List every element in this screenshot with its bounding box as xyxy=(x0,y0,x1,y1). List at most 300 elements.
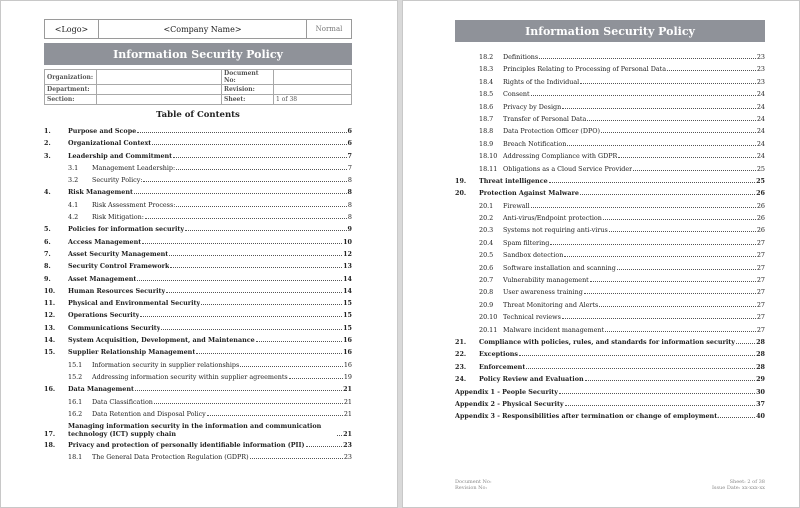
toc-entry-title: Appendix 2 - Physical Security xyxy=(455,399,564,408)
toc-entry[interactable] xyxy=(455,264,765,272)
toc-entry-page: 26 xyxy=(756,201,765,210)
toc-entry-number: 17. xyxy=(44,430,56,439)
toc-entry-number: 20.8 xyxy=(479,288,494,297)
toc-entry-page: 27 xyxy=(756,313,765,322)
toc-entry[interactable] xyxy=(455,313,765,321)
toc-entry-page: 23 xyxy=(343,441,352,450)
toc-entry-number: 12. xyxy=(44,311,56,320)
toc-entry-page: 27 xyxy=(756,276,765,285)
toc-entry[interactable] xyxy=(44,410,352,418)
toc-entry-title: Information security in supplier relationships xyxy=(92,360,240,369)
toc-leader-dots xyxy=(605,331,756,332)
toc-entry[interactable] xyxy=(455,90,765,98)
section-label: Section: xyxy=(45,95,97,105)
toc-heading: Table of Contents xyxy=(156,110,240,120)
toc-entry[interactable] xyxy=(455,251,765,259)
toc-entry-page: 21 xyxy=(343,397,352,406)
toc-entry-title: Technical reviews xyxy=(503,313,561,322)
toc-entry[interactable] xyxy=(455,363,765,371)
toc-leader-dots xyxy=(134,193,347,194)
toc-leader-dots xyxy=(633,170,756,171)
toc-entry[interactable] xyxy=(455,301,765,309)
toc-entry-page: 26 xyxy=(756,189,765,198)
toc-leader-dots xyxy=(565,405,755,406)
toc-entry-number: 20.5 xyxy=(479,251,494,260)
toc-entry[interactable] xyxy=(455,189,765,197)
toc-entry-page: 8 xyxy=(347,188,352,197)
toc-entry-number: 20.1 xyxy=(479,201,494,210)
toc-entry-number: 7. xyxy=(44,249,51,258)
document-page-1 xyxy=(0,0,398,508)
toc-entry-number: 13. xyxy=(44,323,56,332)
toc-leader-dots xyxy=(207,415,343,416)
toc-entry-title: Asset Security Management xyxy=(68,249,169,258)
toc-leader-dots xyxy=(584,293,756,294)
toc-entry[interactable] xyxy=(44,238,352,246)
toc-leader-dots xyxy=(580,194,755,195)
toc-entry-title: Operations Security xyxy=(68,311,140,320)
toc-entry-title: Appendix 1 - People Security xyxy=(455,387,558,396)
toc-entry[interactable] xyxy=(44,336,352,344)
toc-leader-dots xyxy=(289,378,343,379)
revision-label: Revision: xyxy=(222,85,274,95)
toc-leader-dots xyxy=(143,181,346,182)
toc-entry-title: Security Policy: xyxy=(92,176,143,185)
toc-entry-title: Breach Notification xyxy=(503,139,567,148)
document-no-value xyxy=(274,70,352,85)
toc-leader-dots xyxy=(250,458,343,459)
toc-entry-title: Addressing information security within supplier agreements xyxy=(92,372,288,381)
toc-entry-number: 19. xyxy=(455,176,467,185)
toc-leader-dots xyxy=(580,83,756,84)
toc-entry[interactable] xyxy=(44,299,352,307)
toc-leader-dots xyxy=(590,281,756,282)
toc-entry-number: 20.7 xyxy=(479,276,494,285)
toc-entry-title: Data Classification xyxy=(92,397,153,406)
toc-entry[interactable] xyxy=(44,250,352,258)
toc-entry-title: Risk Management xyxy=(68,188,133,197)
toc-entry-number: 15.1 xyxy=(68,360,83,369)
toc-entry-title: Risk Mitigation: xyxy=(92,213,144,222)
document-meta-table xyxy=(44,69,352,105)
toc-entry-number: 18.5 xyxy=(479,90,494,99)
toc-entry-page: 7 xyxy=(347,163,352,172)
toc-entry[interactable] xyxy=(455,78,765,86)
toc-leader-dots xyxy=(169,255,342,256)
toc-entry-number: 20.6 xyxy=(479,263,494,272)
toc-entry-page: 21 xyxy=(343,385,352,394)
toc-entry-page: 21 xyxy=(343,409,352,418)
toc-list-left xyxy=(44,127,352,466)
toc-entry-number: 22. xyxy=(455,350,467,359)
toc-entry-page: 8 xyxy=(347,213,352,222)
toc-entry[interactable] xyxy=(455,350,765,358)
toc-entry-page: 14 xyxy=(343,286,352,295)
toc-entry[interactable] xyxy=(455,276,765,284)
toc-entry-number: 4. xyxy=(44,188,51,197)
toc-entry-title: Privacy by Design xyxy=(503,102,562,111)
toc-entry-number: 15.2 xyxy=(68,372,83,381)
toc-entry-page: 27 xyxy=(756,325,765,334)
toc-entry-page: 27 xyxy=(756,288,765,297)
footer-issue-date: Issue Date: xx-xxx-xx xyxy=(711,485,765,491)
toc-leader-dots xyxy=(161,329,342,330)
toc-entry-page: 26 xyxy=(756,214,765,223)
toc-entry-title: Risk Assessment Process: xyxy=(92,200,176,209)
toc-entry[interactable] xyxy=(44,164,352,172)
toc-entry-title: Threat Monitoring and Alerts xyxy=(503,300,599,309)
toc-entry[interactable] xyxy=(44,275,352,283)
toc-leader-dots xyxy=(166,292,342,293)
toc-entry[interactable] xyxy=(44,176,352,184)
toc-entry-title: Data Management xyxy=(68,385,134,394)
footer-doc-no: Document No: xyxy=(455,479,492,485)
toc-entry-title: Physical and Environmental Security xyxy=(68,299,201,308)
toc-entry-number: 21. xyxy=(455,337,467,346)
toc-entry-number: 18.7 xyxy=(479,114,494,123)
toc-entry-number: 18.2 xyxy=(479,53,494,61)
toc-entry-number: 15. xyxy=(44,348,56,357)
toc-entry-number: 3.2 xyxy=(68,176,79,185)
toc-entry-page: 16 xyxy=(343,348,352,357)
toc-entry-title: Systems not requiring anti-virus xyxy=(503,226,608,235)
toc-leader-dots xyxy=(240,366,343,367)
toc-entry-title: Enforcement xyxy=(479,362,526,371)
logo-placeholder: <Logo> xyxy=(45,20,99,38)
department-value xyxy=(97,85,222,95)
toc-entry[interactable] xyxy=(455,177,765,185)
toc-entry-page: 16 xyxy=(343,336,352,345)
toc-entry-title: Leadership and Commitment xyxy=(68,151,173,160)
toc-entry-number: 18.11 xyxy=(479,164,498,173)
toc-entry[interactable] xyxy=(455,115,765,123)
toc-entry[interactable] xyxy=(455,165,765,173)
footer-revision-no: Revision No: xyxy=(455,485,488,491)
toc-entry-page: 15 xyxy=(343,323,352,332)
toc-leader-dots xyxy=(137,280,342,281)
toc-entry[interactable] xyxy=(44,422,352,438)
toc-leader-dots xyxy=(176,206,347,207)
toc-entry[interactable] xyxy=(44,453,352,461)
toc-entry-title: Supplier Relationship Management xyxy=(68,348,196,357)
toc-entry-page: 37 xyxy=(756,399,765,408)
toc-entry-page: 13 xyxy=(343,262,352,271)
toc-entry-page: 21 xyxy=(343,430,352,439)
toc-entry-page: 27 xyxy=(756,251,765,260)
toc-entry-title: Compliance with policies, rules, and standards for information security xyxy=(479,337,735,346)
toc-entry-title: Security Control Framework xyxy=(68,262,170,271)
department-label: Department: xyxy=(45,85,97,95)
toc-entry-title: Appendix 3 - Responsibilities after termination or change of employment. xyxy=(455,412,720,421)
toc-entry-number: 20.3 xyxy=(479,226,494,235)
toc-entry[interactable] xyxy=(455,202,765,210)
toc-leader-dots xyxy=(599,306,756,307)
revision-value xyxy=(274,85,352,95)
toc-entry-number: 8. xyxy=(44,262,51,271)
toc-entry-page: 23 xyxy=(756,53,765,61)
toc-entry-page: 16 xyxy=(343,360,352,369)
toc-entry-page: 15 xyxy=(343,299,352,308)
toc-entry[interactable] xyxy=(44,139,352,147)
toc-entry-number: 18. xyxy=(44,441,56,450)
toc-entry-number: 3.1 xyxy=(68,163,79,172)
toc-leader-dots xyxy=(618,157,756,158)
toc-leader-dots xyxy=(519,355,755,356)
toc-leader-dots xyxy=(567,145,756,146)
toc-entry-page: 24 xyxy=(756,152,765,161)
toc-entry-page: 28 xyxy=(756,350,765,359)
toc-leader-dots xyxy=(617,269,756,270)
toc-leader-dots xyxy=(587,120,756,121)
toc-entry-number: 18.10 xyxy=(479,152,498,161)
toc-entry-title: Addressing Compliance with GDPR xyxy=(503,152,618,161)
toc-leader-dots xyxy=(142,243,342,244)
toc-entry-title: Data Protection Officer (DPO) xyxy=(503,127,601,136)
toc-leader-dots xyxy=(337,435,342,436)
toc-entry[interactable] xyxy=(44,324,352,332)
organization-label: Organization: xyxy=(45,70,97,85)
toc-entry[interactable] xyxy=(44,225,352,233)
toc-entry[interactable] xyxy=(455,338,765,346)
toc-entry[interactable] xyxy=(44,127,352,135)
toc-entry-number: 20.10 xyxy=(479,313,498,322)
toc-entry-title: System Acquisition, Development, and Maintenance xyxy=(68,336,255,345)
toc-leader-dots xyxy=(152,144,346,145)
toc-entry-number: 18.1 xyxy=(68,453,83,462)
toc-entry-number: 18.9 xyxy=(479,139,494,148)
toc-leader-dots xyxy=(585,380,755,381)
toc-entry[interactable] xyxy=(455,103,765,111)
toc-leader-dots xyxy=(173,157,346,158)
toc-leader-dots xyxy=(196,353,342,354)
toc-entry-title: User awareness training xyxy=(503,288,583,297)
toc-entry[interactable] xyxy=(455,412,765,420)
toc-entry-page: 26 xyxy=(756,226,765,235)
toc-entry-title: Transfer of Personal Data xyxy=(503,114,587,123)
toc-leader-dots xyxy=(526,368,755,369)
toc-entry-page: 24 xyxy=(756,90,765,99)
toc-entry-number: 14. xyxy=(44,336,56,345)
document-no-label: Document No: xyxy=(222,70,274,85)
toc-entry-number: 20. xyxy=(455,189,467,198)
toc-leader-dots xyxy=(154,403,343,404)
toc-leader-dots xyxy=(306,446,343,447)
toc-entry-page: 27 xyxy=(756,238,765,247)
toc-entry-page: 40 xyxy=(756,412,765,421)
toc-leader-dots xyxy=(559,393,755,394)
toc-entry-title: Management Leadership: xyxy=(92,163,176,172)
toc-leader-dots xyxy=(564,256,756,257)
toc-entry-title: Policy Review and Evaluation xyxy=(479,375,584,384)
toc-entry[interactable] xyxy=(455,226,765,234)
toc-entry[interactable] xyxy=(455,400,765,408)
toc-entry[interactable] xyxy=(455,388,765,396)
toc-entry-title: Managing information security in the information and communication technology (ICT) supply chain xyxy=(68,422,322,439)
toc-entry-number: 16.2 xyxy=(68,409,83,418)
toc-entry-page: 12 xyxy=(343,249,352,258)
toc-entry[interactable] xyxy=(44,287,352,295)
toc-leader-dots xyxy=(562,108,756,109)
toc-entry-number: 9. xyxy=(44,274,51,283)
toc-leader-dots xyxy=(550,244,756,245)
classification-label: Normal xyxy=(315,25,343,33)
toc-entry[interactable] xyxy=(44,385,352,393)
toc-entry-title: Sandbox detection xyxy=(503,251,564,260)
toc-entry-number: 18.6 xyxy=(479,102,494,111)
toc-entry-number: 11. xyxy=(44,299,56,308)
toc-entry-page: 19 xyxy=(343,372,352,381)
toc-entry-number: 20.9 xyxy=(479,300,494,309)
organization-value xyxy=(97,70,222,85)
toc-entry[interactable] xyxy=(44,311,352,319)
toc-entry-page: 28 xyxy=(756,362,765,371)
toc-entry-page: 6 xyxy=(347,127,352,135)
toc-entry-page: 25 xyxy=(756,176,765,185)
toc-entry-title: Anti-virus/Endpoint protection xyxy=(503,214,602,223)
toc-entry-number: 20.4 xyxy=(479,238,494,247)
toc-entry-number: 18.8 xyxy=(479,127,494,136)
toc-leader-dots xyxy=(140,316,342,317)
toc-leader-dots xyxy=(185,230,346,231)
company-name: <Company Name> xyxy=(99,20,307,38)
footer-sheet: Sheet: 2 of 38 xyxy=(729,479,765,485)
toc-entry-number: 4.2 xyxy=(68,213,79,222)
toc-entry-page: 28 xyxy=(756,337,765,346)
toc-entry-page: 6 xyxy=(347,139,352,148)
toc-entry-number: 16. xyxy=(44,385,56,394)
section-value xyxy=(97,95,222,105)
toc-leader-dots xyxy=(601,132,756,133)
toc-entry-number: 16.1 xyxy=(68,397,83,406)
toc-leader-dots xyxy=(667,70,756,71)
toc-leader-dots xyxy=(176,169,347,170)
document-title-page2: Information Security Policy xyxy=(455,20,765,42)
toc-entry[interactable] xyxy=(455,214,765,222)
toc-entry-page: 23 xyxy=(343,453,352,462)
toc-entry-title: Asset Management xyxy=(68,274,137,283)
toc-entry[interactable] xyxy=(44,213,352,221)
toc-leader-dots xyxy=(562,318,756,319)
toc-entry-title: Protection Against Malware xyxy=(479,189,579,198)
toc-entry-title: Rights of the Individual xyxy=(503,77,580,86)
toc-leader-dots xyxy=(531,95,756,96)
toc-entry[interactable] xyxy=(44,441,352,449)
toc-entry-page: 24 xyxy=(756,139,765,148)
toc-entry-page: 9 xyxy=(347,225,352,234)
toc-entry[interactable] xyxy=(455,375,765,383)
toc-entry-page: 15 xyxy=(343,311,352,320)
document-header xyxy=(44,19,352,39)
toc-entry[interactable] xyxy=(44,348,352,356)
toc-entry-title: Purpose and Scope xyxy=(68,127,137,135)
toc-entry-number: 10. xyxy=(44,286,56,295)
toc-entry-page: 30 xyxy=(756,387,765,396)
toc-entry-title: Vulnerability management xyxy=(503,276,589,285)
toc-entry-page: 27 xyxy=(756,300,765,309)
toc-leader-dots xyxy=(609,231,756,232)
toc-leader-dots xyxy=(720,417,755,418)
toc-entry[interactable] xyxy=(44,361,352,369)
toc-entry-title: Firewall xyxy=(503,201,530,210)
toc-entry[interactable] xyxy=(455,288,765,296)
toc-entry[interactable] xyxy=(44,201,352,209)
toc-entry-title: Definitions xyxy=(503,53,539,61)
toc-entry-title: Software installation and scanning xyxy=(503,263,616,272)
sheet-label: Sheet: xyxy=(222,95,274,105)
toc-entry[interactable] xyxy=(455,239,765,247)
toc-entry-page: 27 xyxy=(756,263,765,272)
toc-leader-dots xyxy=(603,219,756,220)
toc-entry-title: Spam filtering xyxy=(503,238,550,247)
toc-entry-title: Policies for information security xyxy=(68,225,185,234)
toc-leader-dots xyxy=(170,267,342,268)
toc-entry-title: Exceptions xyxy=(479,350,518,359)
toc-entry-page: 14 xyxy=(343,274,352,283)
toc-entry[interactable] xyxy=(44,398,352,406)
toc-leader-dots xyxy=(736,343,755,344)
toc-entry[interactable] xyxy=(44,188,352,196)
toc-entry[interactable] xyxy=(455,140,765,148)
document-title: Information Security Policy xyxy=(44,43,352,65)
toc-entry-page: 24 xyxy=(756,114,765,123)
toc-entry[interactable] xyxy=(44,262,352,270)
toc-entry-number: 2. xyxy=(44,139,51,148)
toc-leader-dots xyxy=(531,207,756,208)
toc-entry-number: 1. xyxy=(44,127,51,135)
toc-entry-number: 20.11 xyxy=(479,325,498,334)
toc-entry-title: Principles Relating to Processing of Personal Data xyxy=(503,65,667,74)
toc-entry[interactable] xyxy=(44,373,352,381)
toc-entry-page: 8 xyxy=(347,176,352,185)
toc-entry-number: 24. xyxy=(455,375,467,384)
toc-leader-dots xyxy=(145,218,347,219)
toc-entry-page: 23 xyxy=(756,77,765,86)
toc-entry-page: 23 xyxy=(756,65,765,74)
toc-entry-page: 29 xyxy=(756,375,765,384)
toc-entry-page: 10 xyxy=(343,237,352,246)
toc-entry[interactable] xyxy=(455,65,765,73)
toc-entry-title: Malware incident management xyxy=(503,325,605,334)
toc-entry-number: 3. xyxy=(44,151,51,160)
toc-entry-number: 20.2 xyxy=(479,214,494,223)
toc-entry-number: 5. xyxy=(44,225,51,234)
toc-entry-title: Privacy and protection of personally identifiable information (PII) xyxy=(68,441,305,450)
toc-entry[interactable] xyxy=(455,53,765,61)
toc-entry-title: Human Resources Security xyxy=(68,286,166,295)
toc-entry-title: Consent xyxy=(503,90,530,99)
toc-leader-dots xyxy=(201,304,342,305)
toc-list-right xyxy=(455,53,765,425)
toc-leader-dots xyxy=(539,58,756,59)
sheet-value: 1 of 38 xyxy=(274,95,352,105)
toc-entry[interactable] xyxy=(44,152,352,160)
toc-entry-number: 18.4 xyxy=(479,77,494,86)
toc-entry-title: Access Management xyxy=(68,237,142,246)
toc-entry-page: 25 xyxy=(756,164,765,173)
toc-leader-dots xyxy=(256,341,342,342)
toc-entry-title: Threat intelligence xyxy=(479,176,548,185)
toc-entry-page: 8 xyxy=(347,200,352,209)
toc-entry-number: 18.3 xyxy=(479,65,494,74)
toc-entry[interactable] xyxy=(455,326,765,334)
toc-entry[interactable] xyxy=(455,152,765,160)
document-page-2 xyxy=(402,0,800,508)
toc-entry-title: Data Retention and Disposal Policy xyxy=(92,409,206,418)
toc-entry-page: 24 xyxy=(756,102,765,111)
toc-entry-title: The General Data Protection Regulation (GDPR) xyxy=(92,453,249,462)
toc-entry[interactable] xyxy=(455,127,765,135)
toc-entry-title: Organizational Context xyxy=(68,139,152,148)
